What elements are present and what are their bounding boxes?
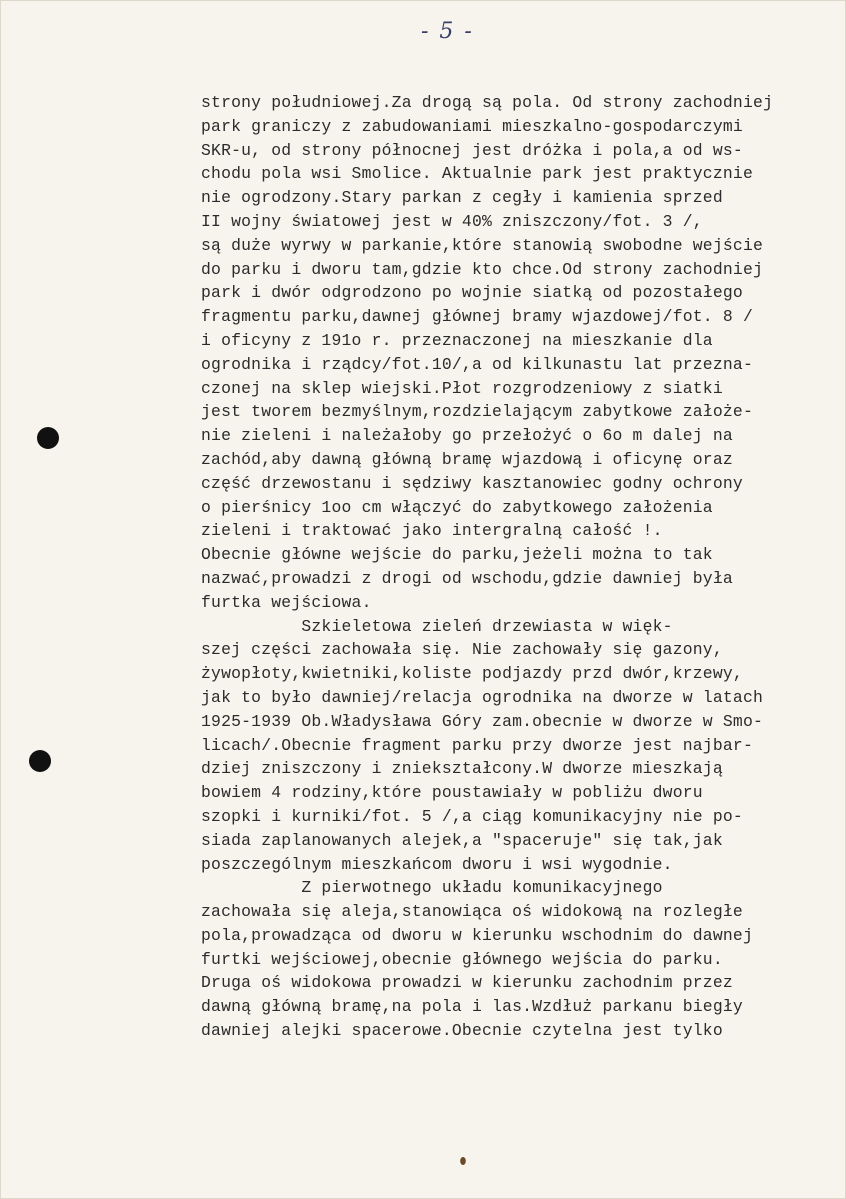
text-line: park graniczy z zabudowaniami mieszkalno-gospodarczymi (201, 116, 743, 136)
text-line: i oficyny z 191o r. przeznaczonej na mieszkanie dla (201, 330, 713, 350)
text-line: do parku i dworu tam,gdzie kto chce.Od strony zachodniej (201, 259, 764, 279)
punch-hole (37, 427, 59, 449)
text-line: licach/.Obecnie fragment parku przy dworze jest najbar- (201, 735, 753, 755)
ink-mark (460, 1157, 466, 1165)
text-line: szopki i kurniki/fot. 5 /,a ciąg komunikacyjny nie po- (201, 806, 743, 826)
text-line: II wojny światowej jest w 40% zniszczony/fot. 3 /, (201, 211, 703, 231)
text-line: nie ogrodzony.Stary parkan z cegły i kamienia sprzed (201, 188, 723, 208)
text-line: o pierśnicy 1oo cm włączyć do zabytkowego założenia (201, 497, 713, 517)
text-line: żywopłoty,kwietniki,koliste podjazdy przd dwór,krzewy, (201, 664, 743, 684)
text-line: zachód,aby dawną główną bramę wjazdową i oficynę oraz (201, 449, 733, 469)
text-line: Z pierwotnego układu komunikacyjnego (201, 878, 663, 898)
body-text (201, 91, 831, 1043)
text-line: Obecnie główne wejście do parku,jeżeli można to tak (201, 545, 713, 565)
text-line: bowiem 4 rodziny,które poustawiały w pobliżu dworu (201, 783, 703, 803)
page-number: - 5 - (421, 19, 474, 44)
text-line: część drzewostanu i sędziwy kasztanowiec godny ochrony (201, 473, 743, 493)
text-line: zachowała się aleja,stanowiąca oś widokową na rozległe (201, 902, 743, 922)
text-line: Szkieletowa zieleń drzewiasta w więk- (201, 616, 673, 636)
text-line: furtki wejściowej,obecnie głównego wejścia do parku. (201, 949, 723, 969)
text-line: strony południowej.Za drogą są pola. Od strony zachodniej (201, 93, 774, 112)
text-line: chodu pola wsi Smolice. Aktualnie park jest praktycznie (201, 164, 753, 184)
text-line: ogrodnika i rządcy/fot.10/,a od kilkunastu lat przezna- (201, 354, 753, 374)
text-line: jest tworem bezmyślnym,rozdzielającym zabytkowe założe- (201, 402, 753, 422)
text-line: nazwać,prowadzi z drogi od wschodu,gdzie dawniej była (201, 568, 733, 588)
text-line: są duże wyrwy w parkanie,które stanowią swobodne wejście (201, 235, 764, 255)
punch-hole (29, 750, 51, 772)
text-line: SKR-u, od strony północnej jest dróżka i pola,a od ws- (201, 140, 743, 160)
text-line: szej części zachowała się. Nie zachowały się gazony, (201, 640, 723, 660)
text-line: Druga oś widokowa prowadzi w kierunku zachodnim przez (201, 973, 733, 993)
text-line: pola,prowadząca od dworu w kierunku wschodnim do dawnej (201, 925, 753, 945)
text-line: furtka wejściowa. (201, 592, 372, 612)
text-line: dawniej alejki spacerowe.Obecnie czytelna jest tylko (201, 1021, 723, 1041)
text-line: czonej na sklep wiejski.Płot rozgrodzeniowy z siatki (201, 378, 723, 398)
text-line: 1925-1939 Ob.Władysława Góry zam.obecnie w dworze w Smo- (201, 711, 764, 731)
text-line: poszczególnym mieszkańcom dworu i wsi wygodnie. (201, 854, 673, 874)
text-line: park i dwór odgrodzono po wojnie siatką od pozostałego (201, 283, 743, 303)
text-line: jak to było dawniej/relacja ogrodnika na dworze w latach (201, 687, 764, 707)
text-line: siada zaplanowanych alejek,a "spaceruje" się tak,jak (201, 830, 723, 850)
text-line: nie zieleni i należałoby go przełożyć o 6o m dalej na (201, 426, 733, 446)
text-line: fragmentu parku,dawnej głównej bramy wjazdowej/fot. 8 / (201, 307, 753, 327)
text-line: dawną główną bramę,na pola i las.Wzdłuż parkanu biegły (201, 997, 743, 1017)
text-line: dziej zniszczony i zniekształcony.W dworze mieszkają (201, 759, 723, 779)
text-line: zieleni i traktować jako intergralną całość !. (201, 521, 663, 541)
